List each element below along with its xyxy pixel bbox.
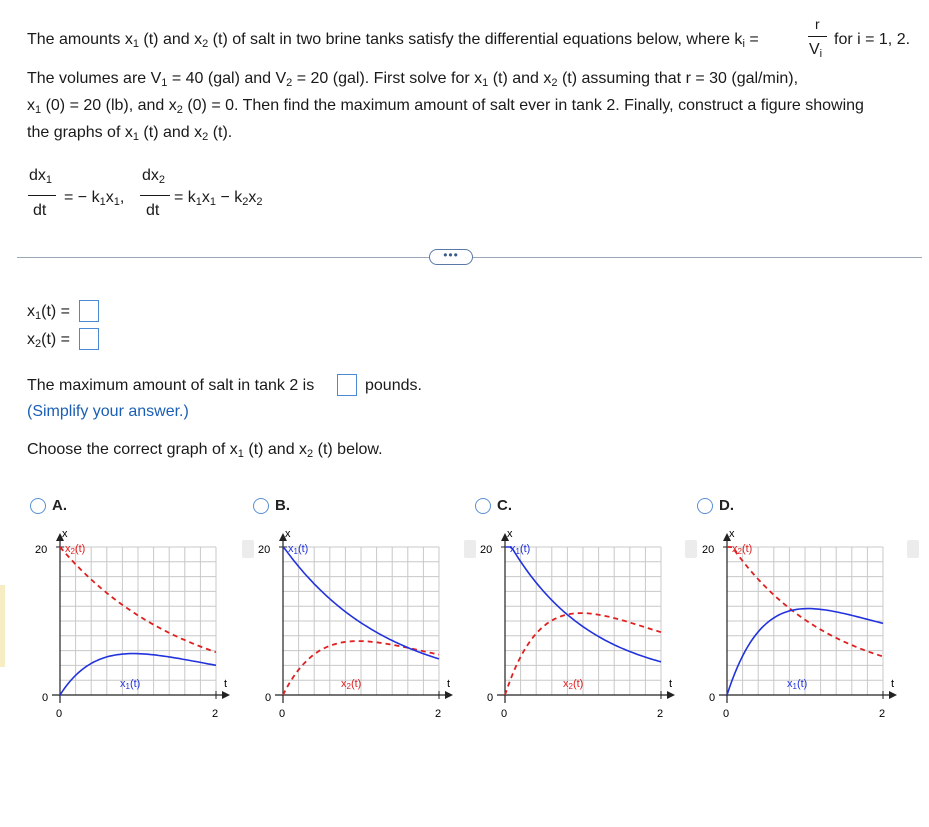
choose-graph-prompt: Choose the correct graph of $x_1$ (t) and $x_2$ (t) below.: [27, 441, 383, 460]
scroll-nub-c: [685, 540, 697, 558]
y-tick-0: 0: [42, 692, 49, 704]
x-tick-0: 0: [56, 708, 63, 720]
rate-fraction-numerator: r: [815, 16, 820, 32]
x2-answer-input[interactable]: [79, 328, 99, 350]
top-curve-label: x1(t): [510, 543, 531, 556]
y-axis-name: x: [729, 528, 735, 540]
bottom-curve-label: x2(t): [341, 678, 362, 691]
rate-fraction-bar: [808, 36, 827, 37]
x-axis-arrow: [667, 691, 675, 699]
problem-line-3: $x_1$ (0) = 20 (lb), and $x_2$ (0) = 0. Then find the maximum amount of salt ever in tank 2. Finally, construct a figure showing: [27, 97, 864, 116]
left-edge-highlight: [0, 585, 5, 667]
x-axis-name: t: [669, 678, 673, 690]
graph-option-c[interactable]: [475, 525, 675, 725]
option-a-radio[interactable]: [30, 498, 46, 514]
y-axis-name: x: [285, 528, 291, 540]
y-tick-20: 20: [258, 544, 271, 556]
top-curve-label: x2(t): [65, 543, 86, 556]
bottom-curve-label: x2(t): [563, 678, 584, 691]
x-axis-name: t: [447, 678, 451, 690]
x-axis-name: t: [224, 678, 228, 690]
problem-line-4: the graphs of $x_1$ (t) and $x_2$ (t).: [27, 124, 233, 143]
rate-fraction-denominator: $V_i$: [809, 41, 823, 60]
x-tick-2: 2: [212, 708, 219, 720]
y-tick-20: 20: [35, 544, 48, 556]
eq2-denominator: dt: [146, 202, 160, 219]
graph-grid: [727, 547, 883, 695]
eq2-rhs: = $k_1x_1 - k_2x_2$: [174, 189, 263, 208]
bottom-curve-label: x1(t): [120, 678, 141, 691]
y-tick-0: 0: [265, 692, 272, 704]
x-tick-2: 2: [435, 708, 442, 720]
option-d-label[interactable]: D.: [719, 497, 734, 514]
x2-answer-label: $x_2(t)$ =: [27, 331, 71, 350]
x-axis-arrow: [222, 691, 230, 699]
option-a-label[interactable]: A.: [52, 497, 67, 514]
problem-line-1: The amounts $x_1$ (t) and $x_2$ (t) of salt in two brine tanks satisfy the differential equations below, where $k_i$ =: [27, 31, 759, 50]
y-tick-0: 0: [709, 692, 716, 704]
x1-answer-label: $x_1(t)$ =: [27, 303, 71, 322]
x-axis-name: t: [891, 678, 895, 690]
x-tick-0: 0: [501, 708, 508, 720]
x-axis-arrow: [445, 691, 453, 699]
graph-grid: [60, 547, 216, 695]
max-salt-input[interactable]: [337, 374, 357, 396]
eq1-fraction-bar: [28, 195, 56, 196]
graph-option-a[interactable]: [30, 525, 230, 725]
eq1-numerator: $dx_1$: [29, 167, 53, 186]
x-tick-0: 0: [723, 708, 730, 720]
graph-grid: [283, 547, 439, 695]
graph-axes: [719, 533, 897, 703]
simplify-hint: (Simplify your answer.): [27, 403, 189, 420]
max-salt-prefix: The maximum amount of salt in tank 2 is: [27, 377, 315, 394]
y-axis-name: x: [507, 528, 513, 540]
option-b-radio[interactable]: [253, 498, 269, 514]
top-curve-label: x1(t): [288, 543, 309, 556]
option-c-radio[interactable]: [475, 498, 491, 514]
top-curve-label: x2(t): [732, 543, 753, 556]
graph-option-d[interactable]: [697, 525, 897, 725]
eq2-numerator: $dx_2$: [142, 167, 166, 186]
y-tick-20: 20: [702, 544, 715, 556]
bottom-curve-label: x1(t): [787, 678, 808, 691]
graph-option-b[interactable]: [253, 525, 453, 725]
option-c-label[interactable]: C.: [497, 497, 512, 514]
scroll-nub-d: [907, 540, 919, 558]
x-tick-2: 2: [657, 708, 664, 720]
eq2-fraction-bar: [140, 195, 170, 196]
x1-answer-input[interactable]: [79, 300, 99, 322]
graph-axes: [275, 533, 453, 703]
y-tick-0: 0: [487, 692, 494, 704]
eq1-rhs: = − $k_1x_1$,: [64, 189, 125, 208]
graph-grid: [505, 547, 661, 695]
option-b-label[interactable]: B.: [275, 497, 290, 514]
more-options-button[interactable]: •••: [429, 249, 473, 265]
y-tick-20: 20: [480, 544, 493, 556]
eq1-denominator: dt: [33, 202, 47, 219]
y-axis-name: x: [62, 528, 68, 540]
problem-line-1-end: for i = 1, 2.: [834, 31, 911, 48]
x-tick-0: 0: [279, 708, 286, 720]
option-d-radio[interactable]: [697, 498, 713, 514]
x-tick-2: 2: [879, 708, 886, 720]
max-salt-suffix: pounds.: [365, 377, 422, 394]
x-axis-arrow: [889, 691, 897, 699]
graph-axes: [497, 533, 675, 703]
problem-line-2: The volumes are $V_1 = 40$ (gal) and $V_2 = 20$ (gal). First solve for $x_1$ (t) and $x_2$ (t) assuming that r = 30 (gal/min),: [27, 70, 799, 89]
